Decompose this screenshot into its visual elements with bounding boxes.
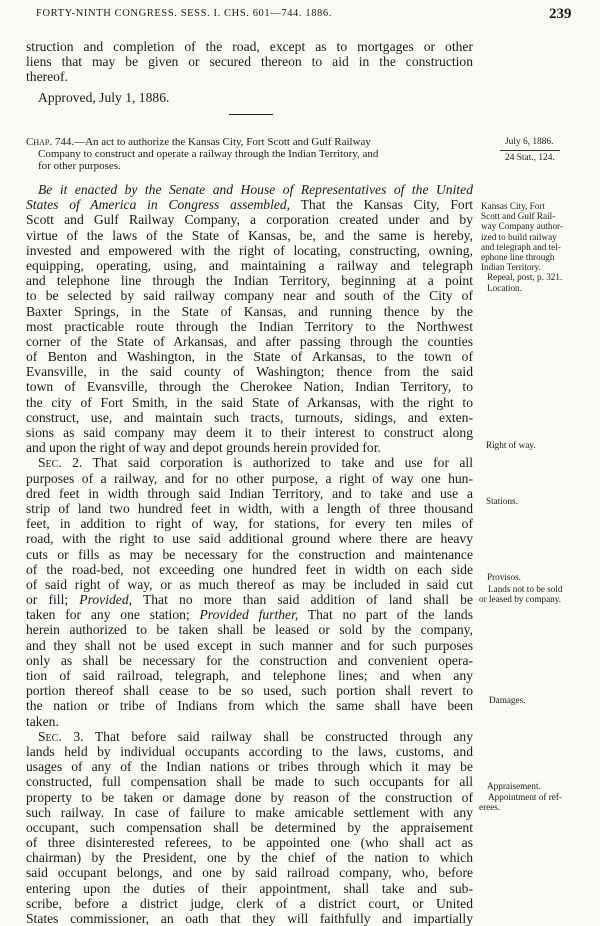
margin-note-line: Lands not to be sold <box>488 584 563 594</box>
margin-note-line: Appointment of ref- <box>488 792 562 802</box>
margin-note-line: way Company author- <box>481 221 563 232</box>
enacting-clause-italic: States of America in Congress assembled, <box>26 197 291 213</box>
text-line: occupant, such compensation shall be determined by the appraisement <box>26 819 473 835</box>
text-line: of said right of way, or as much thereof as may be included in said cut <box>26 576 473 592</box>
statute-citation: 24 Stat., 124. <box>505 153 555 163</box>
margin-note-lands-not-sold <box>479 584 599 604</box>
margin-note-line: Kansas City, Fort <box>481 201 545 211</box>
text-line: of Benton and Washington, in the State of Arkansas, to the town of <box>26 349 473 365</box>
section-1 <box>26 182 473 926</box>
text-line: strip of land two hundred feet in width, with a length of three thousand <box>26 500 473 516</box>
margin-note-line: erees. <box>479 802 501 813</box>
text-line: and telephone line through the Indian Territory, beginning at a point <box>26 273 473 289</box>
margin-note-line: ephone line through <box>481 252 555 263</box>
running-title: FORTY-NINTH CONGRESS. SESS. I. CHS. 601—744. 1886. <box>36 8 332 19</box>
enactment-date: July 6, 1886. <box>505 137 554 147</box>
text-line: Scott and Gulf Railway Company, a corporation created under and by <box>26 212 473 228</box>
chapter-label: Chap. 744. <box>26 136 75 148</box>
chapter-title-line: —An act to authorize the Kansas City, Fort Scott and Gulf Railway <box>74 136 371 148</box>
text-line: purposes of a railway, and for no other purpose, a right of way one hun- <box>26 470 473 486</box>
text-line: such railway. In case of failure to make amicable settlement with any <box>26 804 473 820</box>
text-line: most practicable route through the Indian Territory to the Northwest <box>26 318 473 334</box>
text-line: cuts or fills as may be necessary for the construction and maintenance <box>26 546 473 562</box>
chapter-heading <box>26 136 478 173</box>
text-line: property to be taken or damage done by reason of the construction of <box>26 789 473 805</box>
margin-note-damages: Damages. <box>489 695 526 705</box>
text-line: portion thereof shall cease to be so used, such portion shall revert to <box>26 683 473 699</box>
margin-note-appraisement: Appraisement. <box>487 781 541 791</box>
text-line: entering upon the duties of their appointment, shall take and sub- <box>26 880 473 896</box>
text-line: constructed, full compensation shall be made to such occupants for all <box>26 774 473 790</box>
enacting-clause-rest: That the Kansas City, Fort <box>290 197 473 213</box>
text-line: the nation or tribe of Indians from which the same shall have been <box>26 698 473 714</box>
text-span: or fill; <box>26 592 80 608</box>
margin-note-provisos: Provisos. <box>487 572 521 582</box>
section-2-first-line <box>26 455 473 470</box>
text-line: only as shall be necessary for the construction and convenient opera- <box>26 652 473 668</box>
text-line: lands held by individual occupants according to the laws, customs, and <box>26 743 473 759</box>
text-span: That no part of the lands <box>298 607 473 623</box>
text-line: taken. <box>26 713 59 729</box>
text-line: sions as said company may deem it to their interest to construct along <box>26 425 473 440</box>
text-line: tion of said railroad, telegraph, and telephone lines; and when any <box>26 668 473 683</box>
margin-note-line: Scott and Gulf Rail- <box>481 211 556 222</box>
proviso-word: Provided further, <box>199 607 299 623</box>
text-line: chairman) by the President, one by the chief of the nation to which <box>26 850 473 866</box>
text-line: States commissioner, an oath that they will faithfully and impartially <box>26 911 473 926</box>
proviso-line <box>26 592 473 607</box>
margin-note-kansas-city <box>481 201 600 293</box>
running-header <box>0 8 600 28</box>
margin-note-appointment <box>479 792 599 812</box>
enacting-clause: Be it enacted by the Senate and House of Representatives of the United <box>38 182 473 197</box>
enacting-clause-line2 <box>26 197 473 212</box>
text-line: said occupant belongs, and one by said railroad company, who, before <box>26 865 473 881</box>
text-line: liens that may be given or secured thereon to aid in the construction <box>26 54 473 70</box>
text-line: invested and empowered with the right of locating, constructing, owning, <box>26 242 473 258</box>
text-line: of three disinterested referees, to be appointed one (who shall act as <box>26 835 473 851</box>
section-text: That said corporation is authorized to take and use for all <box>82 455 473 471</box>
top-paragraph <box>26 39 473 105</box>
proviso-line <box>26 607 473 622</box>
chapter-title-line: for other purposes. <box>38 160 121 173</box>
text-span: That no more than said addition of land shall be <box>132 592 473 608</box>
margin-note-location: Location. <box>487 282 522 293</box>
margin-note-line: ized to build railway <box>481 231 557 242</box>
text-line: equipping, operating, using, and maintaining a railway and telegraph <box>26 257 473 273</box>
text-line: Baxter Springs, in the State of Kansas, and running thence by the <box>26 303 473 319</box>
margin-note-stations: Stations. <box>486 496 518 506</box>
proviso-word: Provided, <box>79 592 133 608</box>
text-line: construct, use, and maintain such tracts, turnouts, sidings, and exten- <box>26 409 473 425</box>
text-line: herein authorized to be taken shall be leased or sold by the company, <box>26 622 473 638</box>
section-label: Sec. 2. <box>38 455 83 471</box>
text-line: thereof. <box>26 69 68 85</box>
margin-note-repeal: Repeal, post, p. 321. <box>487 272 563 283</box>
approved-line: Approved, July 1, 1886. <box>38 89 170 105</box>
margin-note-line: and telegraph and tel- <box>481 241 561 252</box>
text-line: and upon the right of way and depot grounds herein provided for. <box>26 440 381 456</box>
chapter-title-line: Company to construct and operate a railway through the Indian Territory, and <box>38 148 379 161</box>
text-line: Evansville, in the said county of Washington; thence from the said <box>26 364 473 380</box>
text-line: to be selected by said railway company near and south of the City of <box>26 288 473 304</box>
section-divider <box>229 114 273 115</box>
text-line: corner of the State of Arkansas, and after passing through the counties <box>26 333 473 349</box>
text-line: scribe, before a district judge, clerk of a district court, or United <box>26 895 473 911</box>
text-line: town of Evansville, through the Cherokee Nation, Indian Territory, to <box>26 379 473 395</box>
text-line: usages of any of the Indian nations or tribes through which it may be <box>26 759 473 775</box>
page-number: 239 <box>549 6 572 22</box>
margin-note-right-of-way: Right of way. <box>486 440 536 450</box>
margin-note-line: Indian Territory. <box>481 262 541 273</box>
margin-date <box>500 137 560 163</box>
text-line: and they shall not be used except in such manner and for such purposes <box>26 637 473 653</box>
margin-note-line: or leased by company. <box>479 594 562 605</box>
text-line: struction and completion of the road, except as to mortgages or other <box>26 39 473 54</box>
text-line: virtue of the laws of the State of Kansas, be, and the same is hereby, <box>26 227 473 243</box>
section-text: That before said railway shall be constructed through any <box>83 728 473 744</box>
text-line: the city of Fort Smith, in the said State of Arkansas, with the right to <box>26 394 473 410</box>
section-3-first-line <box>26 729 473 744</box>
section-label: Sec. 3. <box>38 728 84 744</box>
text-line: road, with the right to use said additional ground where there are heavy <box>26 531 473 547</box>
text-line: of the road-bed, not exceeding one hundred feet in width on each side <box>26 561 473 577</box>
text-line: feet, in addition to right of way, for stations, for every ten miles of <box>26 516 473 532</box>
text-span: taken for any one station; <box>26 607 200 623</box>
date-rule <box>500 150 560 151</box>
text-line: dred feet in width through said Indian Territory, and to take and use a <box>26 485 473 501</box>
